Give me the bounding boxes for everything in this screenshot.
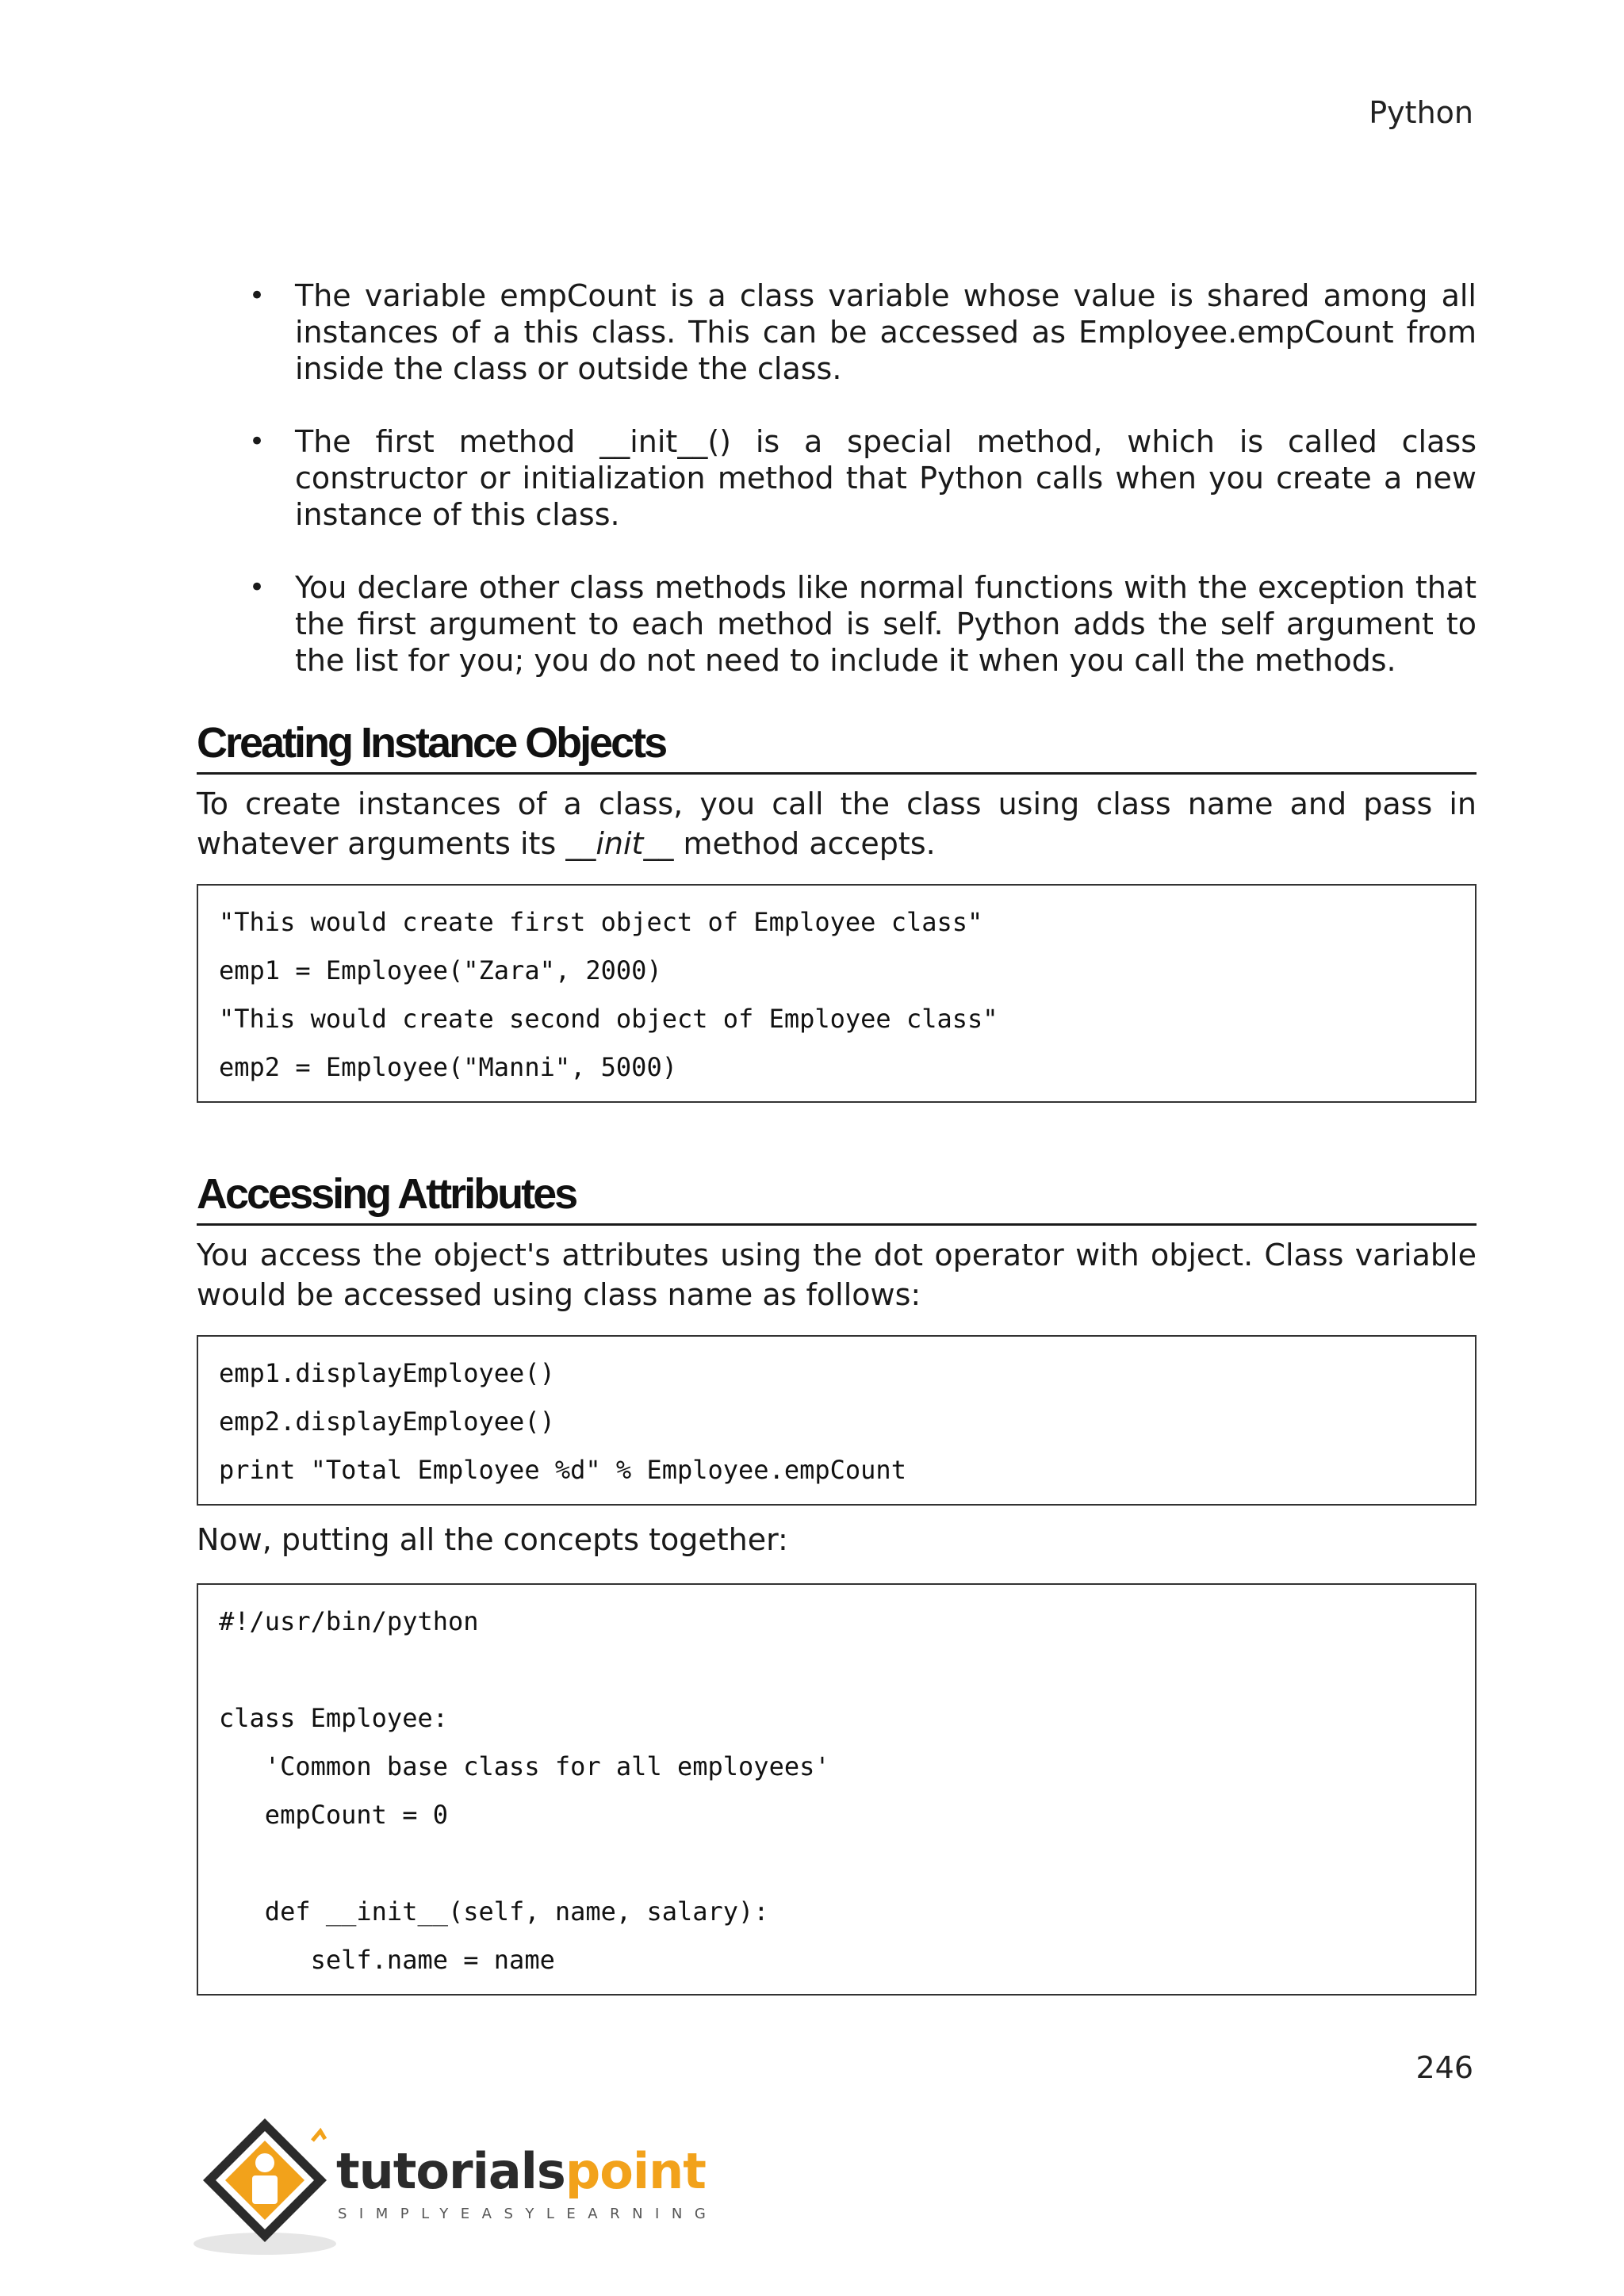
svg-text:tutorialspoint: tutorialspoint xyxy=(336,2142,706,2200)
bullet-icon: • xyxy=(249,572,266,603)
code-line: class Employee: xyxy=(219,1703,448,1733)
code-line: def __init__(self, name, salary): xyxy=(219,1896,769,1927)
code-line: "This would create second object of Employee class" xyxy=(219,1004,998,1034)
para-text: To create instances of a class, you call the class using class name and pass in whatever arguments its xyxy=(197,786,1477,861)
bullet-text: The first method __init__() is a special method, which is called class constructor or initialization method that Python calls when you create a new instance of this class. xyxy=(295,424,1477,532)
code-line: emp2 = Employee("Manni", 5000) xyxy=(219,1052,677,1082)
code-line: emp1.displayEmployee() xyxy=(219,1358,555,1388)
list-item xyxy=(197,569,1477,679)
code-line: self.name = name xyxy=(219,1945,555,1975)
code-line xyxy=(219,1839,1454,1888)
page-content xyxy=(197,277,1477,1996)
code-block xyxy=(197,884,1477,1103)
logo-icon xyxy=(193,2109,718,2260)
bullet-list xyxy=(197,277,1477,679)
section-heading-accessing-attributes: Accessing Attributes xyxy=(197,1166,1477,1226)
bullet-icon: • xyxy=(249,280,266,312)
section-heading-creating-instance-objects: Creating Instance Objects xyxy=(197,715,1477,775)
code-line: emp2.displayEmployee() xyxy=(219,1406,555,1437)
code-line: #!/usr/bin/python xyxy=(219,1606,479,1636)
code-block xyxy=(197,1583,1477,1996)
code-line xyxy=(219,1646,1454,1694)
code-line: print "Total Employee %d" % Employee.empCount xyxy=(219,1455,906,1485)
list-item xyxy=(197,277,1477,387)
bullet-text: You declare other class methods like normal functions with the exception that the first argument to each method is self. Python adds the self argument to the list for you; you do not need to include it when you call the methods. xyxy=(295,570,1477,678)
code-line: 'Common base class for all employees' xyxy=(219,1751,830,1781)
para-text: method accepts. xyxy=(673,826,936,861)
bullet-text: The variable empCount is a class variable whose value is shared among all instances of a this class. This can be accessed as Employee.empCount from inside the class or outside the class. xyxy=(295,278,1477,386)
page-number: 246 xyxy=(1415,2050,1473,2085)
section-paragraph: Now, putting all the concepts together: xyxy=(197,1522,788,1557)
bullet-icon: • xyxy=(249,426,266,457)
para-emphasis: __init__ xyxy=(565,826,674,861)
page-header-title: Python xyxy=(1369,95,1473,130)
section-paragraph xyxy=(197,784,1477,863)
tutorialspoint-logo xyxy=(193,2109,718,2260)
list-item xyxy=(197,423,1477,533)
code-line: "This would create first object of Employee class" xyxy=(219,907,983,937)
svg-text:SIMPLYEASYLEARNING: SIMPLYEASYLEARNING xyxy=(338,2206,718,2222)
code-line: empCount = 0 xyxy=(219,1800,448,1830)
code-line: emp1 = Employee("Zara", 2000) xyxy=(219,955,662,985)
section-paragraph: You access the object's attributes using the dot operator with object. Class variable would be accessed using class name as follows: xyxy=(197,1238,1477,1312)
code-block xyxy=(197,1335,1477,1506)
